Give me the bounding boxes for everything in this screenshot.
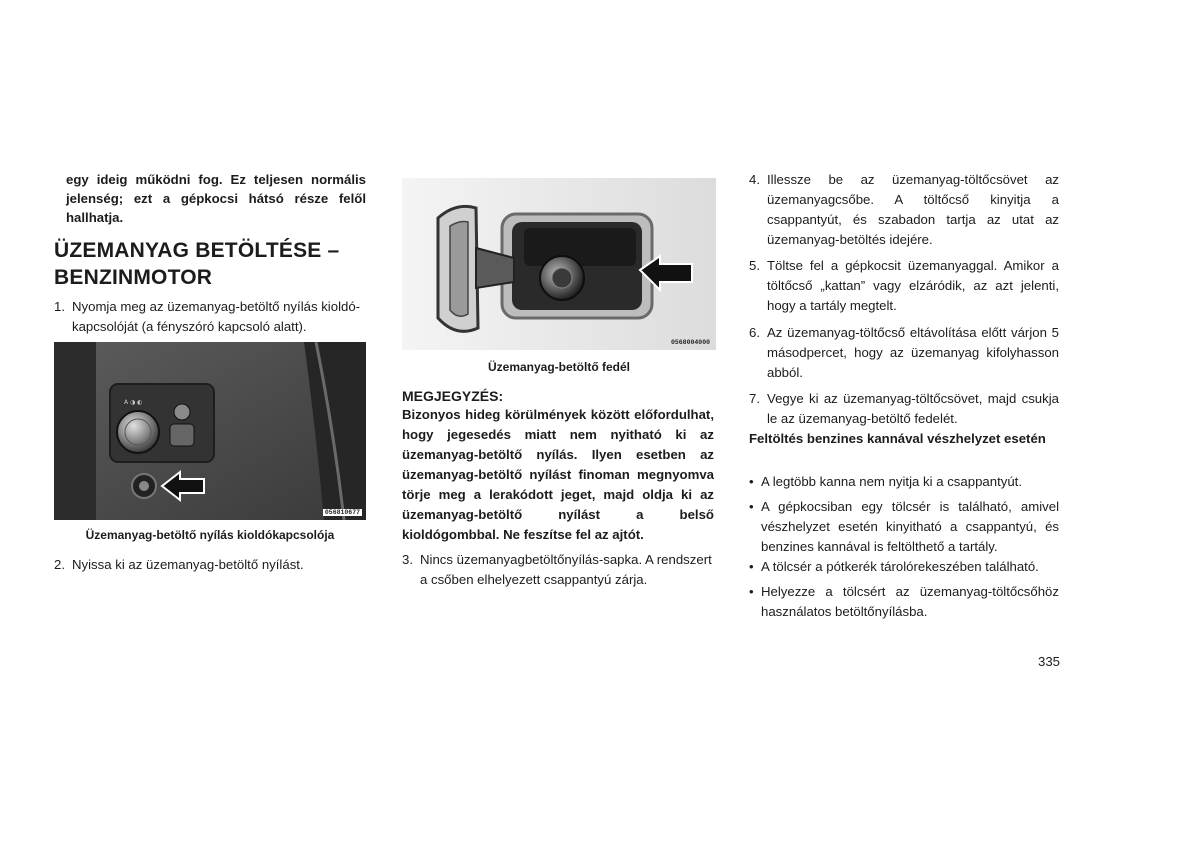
release-switch-photo bbox=[54, 342, 366, 520]
bullet-marker: • bbox=[749, 584, 754, 599]
step-7-text: Vegye ki az üzemanyag-töltőcsövet, majd csukja le az üzemanyag-betöltő fedelét. bbox=[767, 391, 1059, 426]
section-heading bbox=[54, 237, 366, 291]
section-heading-line2: BENZINMOTOR bbox=[54, 266, 213, 289]
list-item-text: A tölcsér a pótkerék tárolórekeszében található. bbox=[761, 559, 1039, 574]
step-5-text: Töltse fel a gépkocsit üzemanyaggal. Amikor a töltőcső „kattan” vagy elzáródik, az azt jelenti, hogy a tartály megtelt. bbox=[767, 258, 1059, 313]
step-1 bbox=[54, 297, 366, 337]
intro-paragraph: egy ideig működni fog. Ez teljesen normális jelenség; ezt a gépkocsi hátsó része felől hallhatja. bbox=[66, 172, 366, 225]
step-3-text: Nincs üzemanyagbetöltőnyílás-sapka. A rendszert a csőben elhelyezett csappantyú zárja. bbox=[420, 552, 712, 587]
step-7-number: 7. bbox=[749, 391, 760, 406]
step-1-text: Nyomja meg az üzemanyag-betöltő nyílás kioldó-kapcsolóját (a fényszóró kapcsoló alatt). bbox=[72, 299, 361, 334]
section-heading-line1: ÜZEMANYAG BETÖLTÉSE – bbox=[54, 239, 340, 262]
fuel-door-photo bbox=[402, 178, 716, 350]
figure-fuel-door-caption: Üzemanyag-betöltő fedél bbox=[487, 360, 631, 374]
step-4 bbox=[749, 170, 1061, 250]
figure-release-switch-caption: Üzemanyag-betöltő nyílás kioldókapcsolója bbox=[85, 528, 335, 542]
list-item-text: Helyezze a tölcsért az üzemanyag-töltőcsőhöz használatos betöltőnyílásba. bbox=[761, 584, 1059, 619]
note-title: MEGJEGYZÉS: bbox=[402, 388, 504, 404]
bullet-marker: • bbox=[749, 559, 754, 574]
step-2 bbox=[54, 555, 366, 575]
step-3-number: 3. bbox=[402, 552, 413, 567]
bullet-marker: • bbox=[749, 474, 754, 489]
step-5-number: 5. bbox=[749, 258, 760, 273]
step-2-text: Nyissa ki az üzemanyag-betöltő nyílást. bbox=[72, 557, 304, 572]
list-item-text: A gépkocsiban egy tölcsér is található, amivel vészhelyzet esetén kinyitható a csappantyú, és benzines kannával is feltölthető a tartály. bbox=[761, 499, 1059, 554]
step-6-text: Az üzemanyag-töltőcső eltávolítása előtt várjon 5 másodpercet, hogy az üzemanyag kifolyhasson abból. bbox=[767, 325, 1059, 380]
step-6 bbox=[749, 323, 1061, 383]
figure-release-switch-code: 056810677 bbox=[324, 509, 360, 516]
svg-text:A ◑ ◐: A ◑ ◐ bbox=[124, 399, 143, 406]
step-3 bbox=[402, 550, 716, 590]
step-4-text: Illessze be az üzemanyag-töltőcsövet az üzemanyagcsőbe. A töltőcső kinyitja a csappantyút, és szabadon tartja az utat az üzemanyag-betöltés idejére. bbox=[767, 172, 1059, 247]
figure-fuel-door bbox=[402, 178, 716, 350]
list-item bbox=[749, 582, 1061, 622]
step-1-number: 1. bbox=[54, 299, 65, 314]
bullet-marker: • bbox=[749, 499, 754, 514]
step-5 bbox=[749, 256, 1061, 316]
list-item bbox=[749, 497, 1061, 557]
figure-release-switch bbox=[54, 342, 366, 520]
figure-fuel-door-code: 0568004000 bbox=[670, 339, 710, 346]
subheading: Feltöltés benzines kannával vészhelyzet esetén bbox=[749, 431, 1046, 446]
page-number: 335 bbox=[1037, 654, 1060, 669]
step-7 bbox=[749, 389, 1061, 429]
list-item-text: A legtöbb kanna nem nyitja ki a csappantyút. bbox=[761, 474, 1022, 489]
note-text: Bizonyos hideg körülmények között előfordulhat, hogy jegesedés miatt nem nyitható ki az üzemanyag-betöltő nyílás. Ilyen esetben az üzemanyag-betöltő nyílást finoman megnyomva törje meg a lerakódott jeget, majd oldja ki az üzemanyag-betöltő nyílást a belső kioldógombbal. Ne feszítse fel az ajtót. bbox=[402, 407, 714, 542]
step-4-number: 4. bbox=[749, 172, 760, 187]
list-item bbox=[749, 472, 1061, 492]
step-2-number: 2. bbox=[54, 557, 65, 572]
list-item bbox=[749, 557, 1061, 577]
step-6-number: 6. bbox=[749, 325, 760, 340]
